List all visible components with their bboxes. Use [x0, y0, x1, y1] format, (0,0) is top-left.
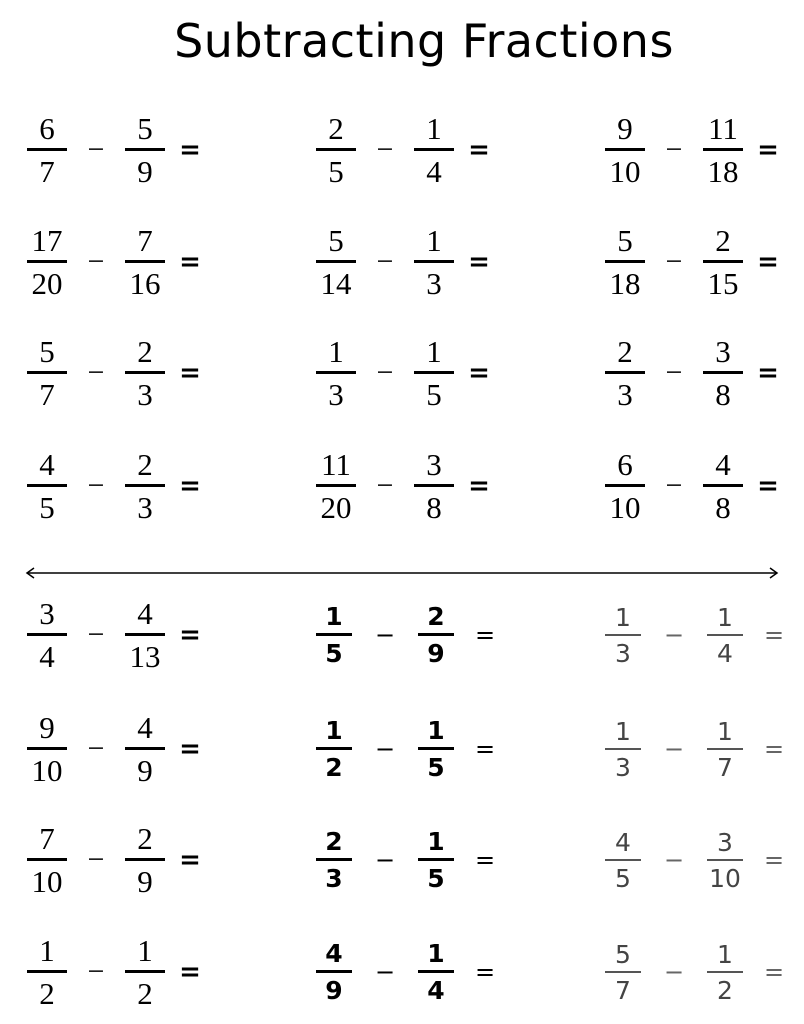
second-denominator: 7	[717, 752, 733, 782]
fraction-bar	[703, 260, 743, 263]
fraction-bar	[125, 371, 165, 374]
fraction-bar	[27, 148, 67, 151]
first-fraction	[316, 225, 356, 299]
first-denominator: 7	[39, 154, 55, 189]
first-denominator: 9	[325, 976, 343, 1005]
equals-sign: =	[179, 845, 201, 875]
first-numerator: 3	[39, 596, 55, 631]
first-fraction	[316, 449, 356, 523]
minus-sign: −	[374, 735, 396, 763]
second-denominator: 10	[709, 863, 741, 893]
fraction-bar	[316, 484, 356, 487]
minus-sign: −	[376, 469, 394, 502]
first-denominator: 10	[31, 753, 63, 788]
first-numerator: 2	[325, 827, 343, 856]
first-denominator: 10	[31, 864, 63, 899]
first-fraction	[316, 941, 352, 1003]
fraction-bar	[316, 148, 356, 151]
first-denominator: 20	[320, 490, 352, 525]
equals-sign: =	[179, 247, 201, 277]
second-denominator: 16	[129, 266, 161, 301]
equals-sign: =	[474, 958, 496, 986]
fraction-problem	[602, 333, 790, 413]
minus-sign: −	[665, 245, 683, 278]
second-fraction	[125, 935, 165, 1009]
equals-sign: =	[757, 135, 779, 165]
second-denominator: 9	[137, 864, 153, 899]
second-numerator: 4	[137, 596, 153, 631]
first-numerator: 11	[321, 447, 351, 482]
first-fraction	[605, 716, 641, 782]
fraction-problem	[24, 932, 212, 1012]
first-denominator: 7	[615, 975, 631, 1005]
equals-sign: =	[763, 735, 785, 763]
fraction-bar	[27, 747, 67, 750]
second-numerator: 4	[715, 447, 731, 482]
equals-sign: =	[468, 135, 490, 165]
second-fraction	[414, 113, 454, 187]
first-denominator: 2	[325, 753, 343, 782]
fraction-problem	[313, 222, 501, 302]
second-denominator: 4	[427, 976, 445, 1005]
first-fraction	[605, 336, 645, 410]
first-fraction	[27, 935, 67, 1009]
first-fraction	[27, 823, 67, 897]
first-numerator: 5	[615, 939, 631, 969]
fraction-bar	[125, 260, 165, 263]
first-fraction	[605, 939, 641, 1005]
minus-sign: −	[663, 846, 685, 874]
first-numerator: 5	[328, 223, 344, 258]
first-numerator: 2	[617, 334, 633, 369]
first-fraction	[316, 718, 352, 780]
second-numerator: 1	[717, 939, 733, 969]
fraction-bar	[125, 633, 165, 636]
first-denominator: 3	[615, 752, 631, 782]
fraction-problem	[602, 446, 790, 526]
second-numerator: 2	[137, 447, 153, 482]
fraction-bar	[316, 858, 352, 861]
first-numerator: 9	[617, 111, 633, 146]
equals-sign: =	[179, 734, 201, 764]
second-denominator: 5	[427, 753, 445, 782]
first-numerator: 5	[39, 334, 55, 369]
fraction-problem	[602, 820, 802, 900]
second-numerator: 1	[717, 716, 733, 746]
second-fraction	[125, 712, 165, 786]
minus-sign: −	[87, 245, 105, 278]
fraction-bar	[27, 484, 67, 487]
fraction-problem	[602, 110, 790, 190]
fraction-bar	[605, 148, 645, 151]
fraction-bar	[414, 371, 454, 374]
first-fraction	[316, 604, 352, 666]
second-denominator: 2	[717, 975, 733, 1005]
second-numerator: 1	[137, 933, 153, 968]
second-denominator: 4	[426, 154, 442, 189]
equals-sign: =	[757, 358, 779, 388]
second-fraction	[414, 225, 454, 299]
fraction-bar	[605, 748, 641, 750]
fraction-bar	[605, 371, 645, 374]
fraction-problem	[602, 932, 802, 1012]
minus-sign: −	[376, 133, 394, 166]
minus-sign: −	[87, 732, 105, 765]
first-denominator: 3	[617, 377, 633, 412]
minus-sign: −	[87, 356, 105, 389]
first-denominator: 4	[39, 639, 55, 674]
equals-sign: =	[468, 471, 490, 501]
second-numerator: 3	[717, 827, 733, 857]
equals-sign: =	[179, 358, 201, 388]
first-numerator: 2	[328, 111, 344, 146]
fraction-problem	[313, 820, 513, 900]
equals-sign: =	[179, 471, 201, 501]
equals-sign: =	[468, 358, 490, 388]
fraction-bar	[316, 633, 352, 636]
first-denominator: 3	[615, 638, 631, 668]
second-fraction	[707, 827, 743, 893]
fraction-bar	[707, 859, 743, 861]
second-denominator: 2	[137, 976, 153, 1011]
second-fraction	[703, 113, 743, 187]
minus-sign: −	[87, 618, 105, 651]
first-denominator: 5	[325, 639, 343, 668]
second-denominator: 4	[717, 638, 733, 668]
second-fraction	[125, 598, 165, 672]
fraction-bar	[707, 634, 743, 636]
first-fraction	[27, 225, 67, 299]
second-numerator: 2	[137, 334, 153, 369]
fraction-bar	[316, 260, 356, 263]
equals-sign: =	[179, 620, 201, 650]
first-numerator: 1	[328, 334, 344, 369]
first-fraction	[605, 602, 641, 668]
fraction-problem	[602, 222, 790, 302]
fraction-problem	[602, 595, 802, 675]
second-denominator: 5	[427, 864, 445, 893]
first-numerator: 9	[39, 710, 55, 745]
fraction-bar	[605, 260, 645, 263]
first-denominator: 5	[39, 490, 55, 525]
fraction-problem	[313, 333, 501, 413]
first-fraction	[605, 449, 645, 523]
fraction-problem	[24, 709, 212, 789]
fraction-bar	[27, 371, 67, 374]
fraction-bar	[703, 148, 743, 151]
fraction-bar	[414, 260, 454, 263]
second-numerator: 2	[427, 602, 445, 631]
fraction-bar	[27, 633, 67, 636]
second-numerator: 1	[426, 111, 442, 146]
second-numerator: 1	[717, 602, 733, 632]
second-denominator: 9	[427, 639, 445, 668]
second-numerator: 1	[426, 223, 442, 258]
second-denominator: 3	[137, 490, 153, 525]
second-fraction	[125, 225, 165, 299]
fraction-bar	[605, 971, 641, 973]
fraction-problem	[313, 709, 513, 789]
minus-sign: −	[665, 133, 683, 166]
fraction-problem	[24, 820, 212, 900]
fraction-bar	[27, 260, 67, 263]
first-denominator: 7	[39, 377, 55, 412]
fraction-bar	[605, 634, 641, 636]
first-denominator: 10	[609, 490, 641, 525]
fraction-bar	[418, 970, 454, 973]
first-denominator: 3	[328, 377, 344, 412]
first-denominator: 2	[39, 976, 55, 1011]
second-numerator: 1	[427, 716, 445, 745]
first-numerator: 6	[39, 111, 55, 146]
second-numerator: 3	[715, 334, 731, 369]
first-fraction	[27, 449, 67, 523]
second-fraction	[125, 113, 165, 187]
second-fraction	[414, 336, 454, 410]
first-denominator: 20	[31, 266, 63, 301]
minus-sign: −	[376, 245, 394, 278]
second-numerator: 1	[427, 939, 445, 968]
first-numerator: 4	[615, 827, 631, 857]
section-divider-arrow	[24, 563, 780, 583]
fraction-bar	[316, 970, 352, 973]
second-fraction	[703, 225, 743, 299]
fraction-bar	[414, 148, 454, 151]
fraction-bar	[125, 858, 165, 861]
fraction-problem	[313, 932, 513, 1012]
first-fraction	[316, 336, 356, 410]
second-denominator: 9	[137, 154, 153, 189]
equals-sign: =	[474, 846, 496, 874]
first-fraction	[605, 827, 641, 893]
second-denominator: 5	[426, 377, 442, 412]
second-numerator: 1	[426, 334, 442, 369]
second-fraction	[418, 718, 454, 780]
minus-sign: −	[663, 621, 685, 649]
first-numerator: 1	[325, 716, 343, 745]
second-fraction	[703, 336, 743, 410]
first-numerator: 17	[31, 223, 63, 258]
first-fraction	[27, 336, 67, 410]
second-numerator: 11	[708, 111, 738, 146]
equals-sign: =	[474, 621, 496, 649]
second-fraction	[125, 823, 165, 897]
fraction-problem	[24, 595, 212, 675]
minus-sign: −	[374, 846, 396, 874]
fraction-bar	[125, 148, 165, 151]
fraction-bar	[125, 747, 165, 750]
second-numerator: 4	[137, 710, 153, 745]
first-fraction	[605, 225, 645, 299]
fraction-bar	[316, 371, 356, 374]
fraction-bar	[605, 859, 641, 861]
second-fraction	[418, 941, 454, 1003]
equals-sign: =	[763, 846, 785, 874]
fraction-bar	[418, 633, 454, 636]
fraction-bar	[125, 484, 165, 487]
second-denominator: 3	[137, 377, 153, 412]
fraction-bar	[27, 970, 67, 973]
second-denominator: 18	[707, 154, 739, 189]
second-numerator: 2	[137, 821, 153, 856]
first-denominator: 18	[609, 266, 641, 301]
fraction-bar	[418, 858, 454, 861]
equals-sign: =	[757, 471, 779, 501]
minus-sign: −	[87, 133, 105, 166]
first-numerator: 6	[617, 447, 633, 482]
equals-sign: =	[757, 247, 779, 277]
fraction-bar	[414, 484, 454, 487]
equals-sign: =	[763, 621, 785, 649]
fraction-bar	[707, 971, 743, 973]
second-fraction	[703, 449, 743, 523]
first-numerator: 1	[615, 716, 631, 746]
first-fraction	[605, 113, 645, 187]
fraction-bar	[27, 858, 67, 861]
fraction-bar	[707, 748, 743, 750]
second-numerator: 2	[715, 223, 731, 258]
first-numerator: 1	[325, 602, 343, 631]
second-denominator: 3	[426, 266, 442, 301]
minus-sign: −	[87, 469, 105, 502]
first-denominator: 5	[615, 863, 631, 893]
second-numerator: 1	[427, 827, 445, 856]
first-numerator: 7	[39, 821, 55, 856]
worksheet-title: Subtracting Fractions	[174, 14, 674, 68]
equals-sign: =	[474, 735, 496, 763]
fraction-bar	[316, 747, 352, 750]
minus-sign: −	[376, 356, 394, 389]
fraction-bar	[605, 484, 645, 487]
first-fraction	[316, 829, 352, 891]
second-fraction	[125, 449, 165, 523]
second-denominator: 13	[129, 639, 161, 674]
second-fraction	[707, 939, 743, 1005]
first-numerator: 4	[39, 447, 55, 482]
second-denominator: 15	[707, 266, 739, 301]
second-denominator: 9	[137, 753, 153, 788]
fraction-problem	[313, 446, 501, 526]
second-fraction	[707, 602, 743, 668]
minus-sign: −	[374, 958, 396, 986]
second-fraction	[125, 336, 165, 410]
equals-sign: =	[468, 247, 490, 277]
fraction-problem	[313, 110, 501, 190]
fraction-problem	[24, 333, 212, 413]
first-denominator: 10	[609, 154, 641, 189]
first-fraction	[27, 113, 67, 187]
second-numerator: 7	[137, 223, 153, 258]
second-fraction	[418, 604, 454, 666]
minus-sign: −	[87, 843, 105, 876]
fraction-problem	[24, 222, 212, 302]
first-denominator: 5	[328, 154, 344, 189]
second-numerator: 3	[426, 447, 442, 482]
minus-sign: −	[665, 469, 683, 502]
first-fraction	[27, 712, 67, 786]
second-fraction	[707, 716, 743, 782]
fraction-problem	[24, 110, 212, 190]
first-denominator: 3	[325, 864, 343, 893]
equals-sign: =	[179, 135, 201, 165]
first-numerator: 1	[39, 933, 55, 968]
first-numerator: 5	[617, 223, 633, 258]
first-fraction	[316, 113, 356, 187]
second-denominator: 8	[715, 377, 731, 412]
first-numerator: 1	[615, 602, 631, 632]
minus-sign: −	[663, 735, 685, 763]
fraction-bar	[703, 484, 743, 487]
minus-sign: −	[665, 356, 683, 389]
second-fraction	[418, 829, 454, 891]
second-numerator: 5	[137, 111, 153, 146]
second-fraction	[414, 449, 454, 523]
minus-sign: −	[374, 621, 396, 649]
equals-sign: =	[763, 958, 785, 986]
fraction-bar	[125, 970, 165, 973]
fraction-problem	[602, 709, 802, 789]
fraction-problem	[313, 595, 513, 675]
minus-sign: −	[663, 958, 685, 986]
minus-sign: −	[87, 955, 105, 988]
first-denominator: 14	[320, 266, 352, 301]
fraction-bar	[703, 371, 743, 374]
first-fraction	[27, 598, 67, 672]
first-numerator: 4	[325, 939, 343, 968]
fraction-problem	[24, 446, 212, 526]
fraction-bar	[418, 747, 454, 750]
second-denominator: 8	[426, 490, 442, 525]
equals-sign: =	[179, 957, 201, 987]
second-denominator: 8	[715, 490, 731, 525]
